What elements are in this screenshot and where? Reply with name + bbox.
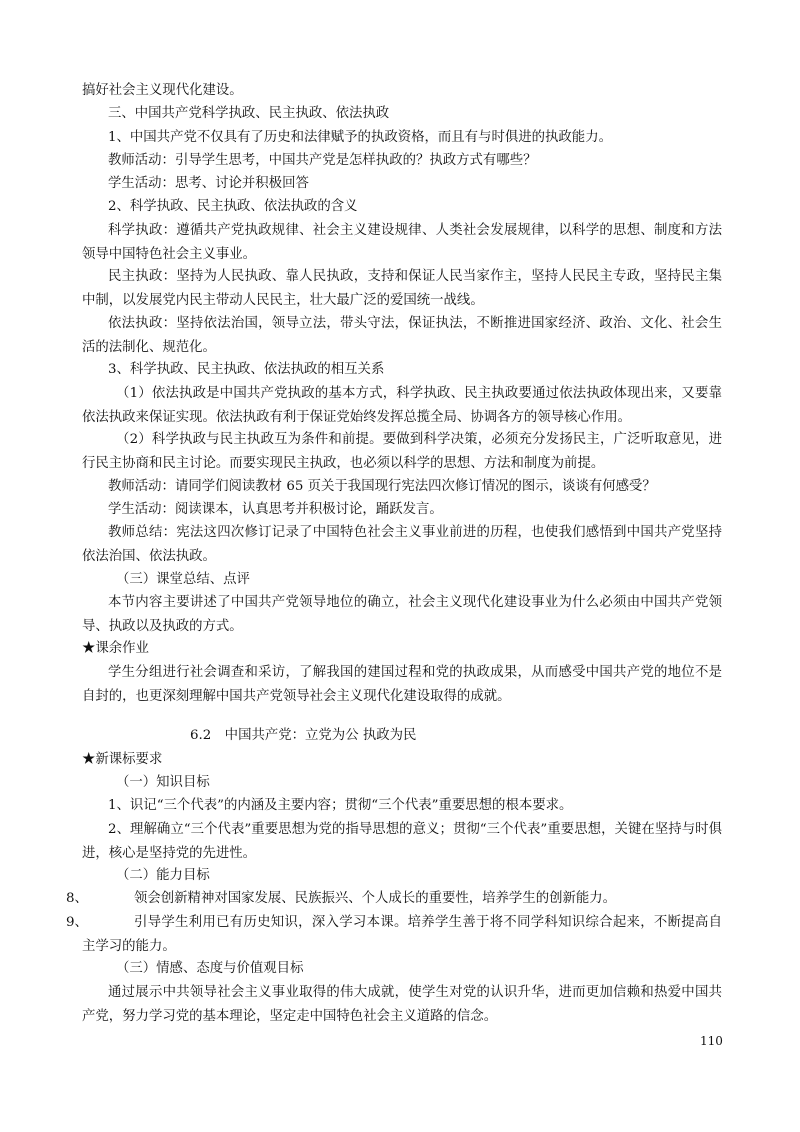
paragraph: 本节内容主要讲述了中国共产党领导地位的确立，社会主义现代化建设事业为什么必须由中国共产党领导、执政以及执政的方式。 [82, 595, 722, 634]
subheading: （三）情感、态度与价值观目标 [116, 961, 304, 976]
teacher-activity: 教师活动：引导学生思考，中国共产党是怎样执政的？执政方式有哪些？ [108, 153, 537, 168]
page-number: 110 [700, 1034, 723, 1048]
teacher-summary: 教师总结：宪法这四次修订记录了中国特色社会主义事业前进的历程，也使我们感悟到中国共产党坚持依法治国、依法执政。 [82, 525, 722, 564]
list-number: 9、 [66, 915, 88, 930]
section-heading: 三、中国共产党科学执政、民主执政、依法执政 [108, 106, 390, 121]
paragraph-continuation: 搞好社会主义现代化建设。 [82, 83, 243, 98]
subheading: （三）课堂总结、点评 [116, 572, 250, 587]
list-item: 领会创新精神对国家发展、民族振兴、个人成长的重要性，培养学生的创新能力。 [134, 891, 617, 906]
subheading: 3、科学执政、民主执政、依法执政的相互关系 [108, 362, 385, 377]
subheading: （一）知识目标 [116, 775, 210, 790]
paragraph: 科学执政：遵循共产党执政规律、社会主义建设规律、人类社会发展规律，以科学的思想、制度和方法领导中国特色社会主义事业。 [82, 223, 722, 262]
student-activity: 学生活动：阅读课本，认真思考并积极讨论，踊跃发言。 [108, 502, 443, 517]
subheading: 2、科学执政、民主执政、依法执政的含义 [108, 199, 358, 214]
paragraph: （2）科学执政与民主执政互为条件和前提。要做到科学决策，必须充分发扬民主，广泛听取意见，进行民主协商和民主讨论。而要实现民主执政，也必须以科学的思想、方法和制度为前提。 [82, 432, 722, 471]
requirements-heading: ★新课标要求 [82, 752, 163, 767]
subheading: （二）能力目标 [116, 868, 210, 883]
student-activity: 学生活动：思考、讨论并积极回答 [108, 176, 309, 191]
paragraph: 1、识记“三个代表”的内涵及主要内容；贯彻“三个代表”重要思想的根本要求。 [108, 798, 573, 813]
paragraph: 民主执政：坚持为人民执政、靠人民执政，支持和保证人民当家作主，坚持人民民主专政，坚持民主集中制，以发展党内民主带动人民民主，壮大最广泛的爱国统一战线。 [82, 269, 722, 308]
paragraph: 2、理解确立“三个代表”重要思想为党的指导思想的意义；贯彻“三个代表”重要思想，关键在坚持与时俱进，核心是坚持党的先进性。 [82, 822, 722, 861]
paragraph: 通过展示中共领导社会主义事业取得的伟大成就，使学生对党的认识升华，进而更加信赖和热爱中国共产党，努力学习党的基本理论，坚定走中国特色社会主义道路的信念。 [82, 985, 722, 1024]
chapter-title: 6.2 中国共产党：立党为公 执政为民 [190, 728, 417, 743]
list-item: 引导学生利用已有历史知识，深入学习本课。培养学生善于将不同学科知识综合起来，不断提高自主学习的能力。 [82, 915, 722, 954]
list-number: 8、 [66, 891, 88, 906]
paragraph: （1）依法执政是中国共产党执政的基本方式，科学执政、民主执政要通过依法执政体现出来，又要靠依法执政来保证实现。依法执政有利于保证党始终发挥总揽全局、协调各方的领导核心作用。 [82, 386, 722, 425]
teacher-activity: 教师活动：请同学们阅读教材 65 页关于我国现行宪法四次修订情况的图示，谈谈有何感受？ [108, 479, 656, 494]
paragraph: 1、中国共产党不仅具有了历史和法律赋予的执政资格，而且有与时俱进的执政能力。 [108, 130, 612, 145]
paragraph: 依法执政：坚持依法治国，领导立法，带头守法，保证执法，不断推进国家经济、政治、文化、社会生活的法制化、规范化。 [82, 316, 722, 355]
homework-heading: ★课余作业 [82, 641, 149, 656]
paragraph: 学生分组进行社会调查和采访，了解我国的建国过程和党的执政成果，从而感受中国共产党的地位不是自封的，也更深刻理解中国共产党领导社会主义现代化建设取得的成就。 [82, 665, 722, 704]
